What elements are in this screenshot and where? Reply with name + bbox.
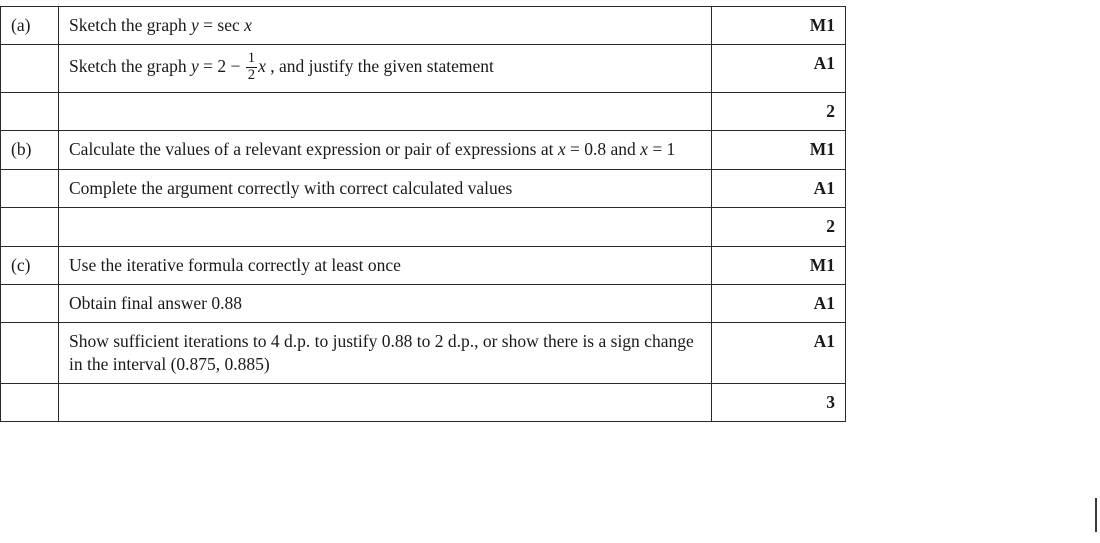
scheme-text-pre: Sketch the graph	[69, 56, 191, 77]
mark-value: M1	[712, 7, 846, 45]
math-variable-y: y	[190, 15, 199, 35]
table-row	[1, 323, 846, 384]
scheme-text-pre: Sketch the graph	[69, 15, 191, 35]
part-label	[1, 45, 59, 93]
scheme-text-empty	[59, 92, 712, 130]
scheme-text: Complete the argument correctly with correct calculated values	[59, 169, 712, 207]
part-label	[1, 284, 59, 322]
scheme-text-post: , and justify the given statement	[265, 56, 494, 77]
part-label	[1, 323, 59, 384]
table-row-total	[1, 92, 846, 130]
part-label: (c)	[1, 246, 59, 284]
mark-scheme-table	[0, 6, 846, 422]
table-row	[1, 131, 846, 169]
math-fraction	[246, 51, 257, 83]
part-label	[1, 169, 59, 207]
mark-value: A1	[712, 284, 846, 322]
table-row-total	[1, 384, 846, 422]
mark-total: 2	[712, 92, 846, 130]
math-variable-x: x	[640, 139, 648, 160]
scheme-text	[59, 7, 712, 45]
table-row-total	[1, 208, 846, 246]
fraction-denominator: 2	[247, 66, 256, 83]
scheme-text: Obtain final answer 0.88	[59, 284, 712, 322]
scheme-text: Use the iterative formula correctly at least once	[59, 246, 712, 284]
part-label: (b)	[1, 131, 59, 169]
math-variable-x: x	[557, 139, 566, 160]
part-label	[1, 384, 59, 422]
mark-value: A1	[712, 45, 846, 93]
math-variable-x: x	[258, 56, 266, 77]
scheme-text	[59, 45, 712, 93]
part-label: (a)	[1, 7, 59, 45]
math-operator: = 2 −	[198, 56, 245, 77]
table-row	[1, 284, 846, 322]
scheme-text-post: = 1	[647, 139, 676, 160]
math-operator: = 0.8 and	[565, 139, 641, 160]
table-row	[1, 7, 846, 45]
mark-value: M1	[712, 131, 846, 169]
math-variable-y: y	[190, 56, 199, 77]
mark-value: A1	[712, 169, 846, 207]
fraction-numerator: 1	[247, 50, 256, 67]
table-row	[1, 45, 846, 93]
math-variable-x: x	[244, 15, 252, 35]
mark-value: M1	[712, 246, 846, 284]
mark-total: 3	[712, 384, 846, 422]
scheme-text-pre: Calculate the values of a relevant expression or pair of expressions at	[69, 139, 558, 160]
table-row	[1, 246, 846, 284]
scheme-text-empty	[59, 208, 712, 246]
mark-total: 2	[712, 208, 846, 246]
mark-value: A1	[712, 323, 846, 384]
scheme-text-empty	[59, 384, 712, 422]
page-edge-mark	[1095, 498, 1097, 532]
part-label	[1, 92, 59, 130]
scheme-text: Show sufficient iterations to 4 d.p. to justify 0.88 to 2 d.p., or show there is a sign change in the interval (0.875, 0.885)	[59, 323, 712, 384]
scheme-text	[59, 131, 712, 169]
table-row	[1, 169, 846, 207]
math-operator: = sec	[198, 15, 245, 35]
part-label	[1, 208, 59, 246]
